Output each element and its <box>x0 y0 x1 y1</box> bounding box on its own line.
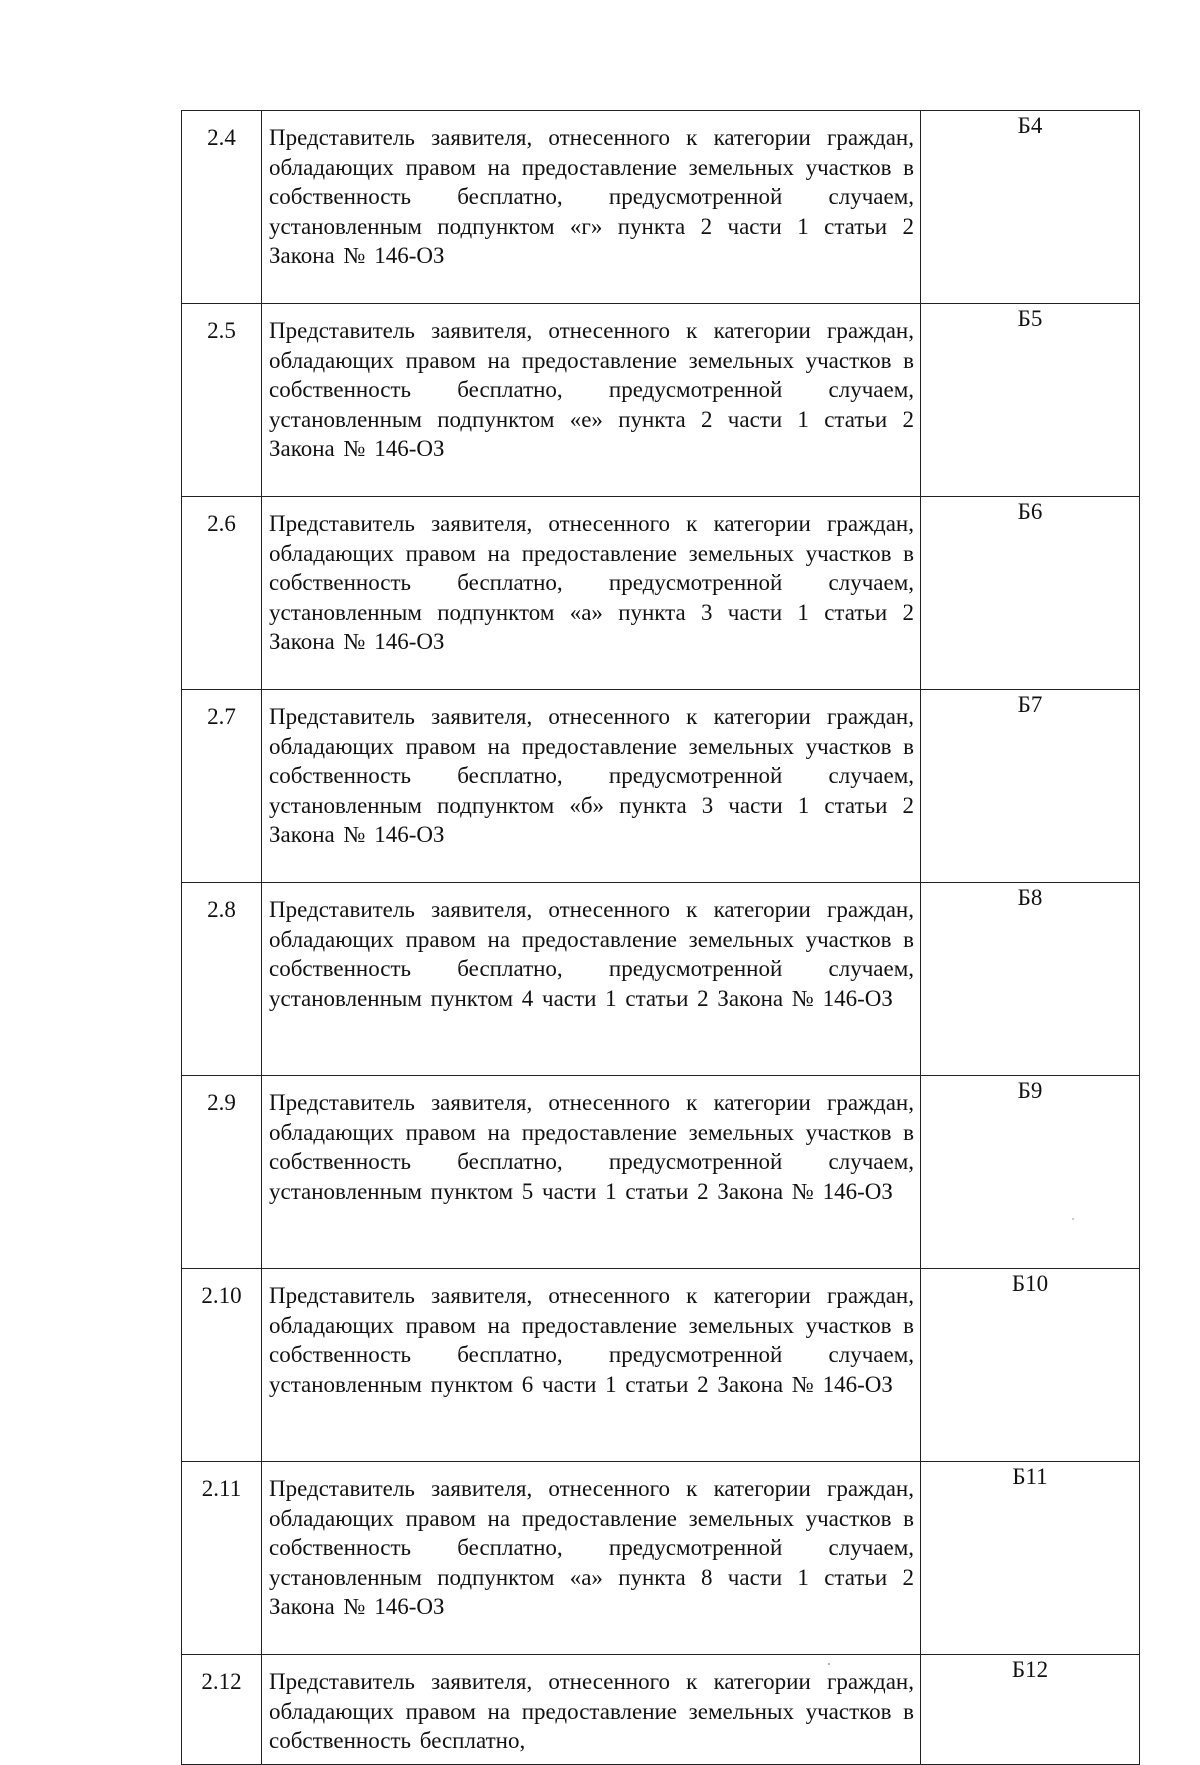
row-code: Б6 <box>921 497 1140 690</box>
row-description: Представитель заявителя, отнесенного к категории граждан, обладающих правом на предоставление земельных участков в собственность бесплатно, предусмотренной случаем, установленным подпунктом «е» пункта 2 части 1 статьи 2 Закона № 146-ОЗ <box>262 304 921 497</box>
row-description: Представитель заявителя, отнесенного к категории граждан, обладающих правом на предоставление земельных участков в собственность бесплатно, <box>262 1655 921 1765</box>
table-row <box>182 1462 1140 1655</box>
row-description: Представитель заявителя, отнесенного к категории граждан, обладающих правом на предоставление земельных участков в собственность бесплатно, предусмотренной случаем, установленным подпунктом «г» пункта 2 части 1 статьи 2 Закона № 146-ОЗ <box>262 111 921 304</box>
row-description: Представитель заявителя, отнесенного к категории граждан, обладающих правом на предоставление земельных участков в собственность бесплатно, предусмотренной случаем, установленным пунктом 5 части 1 статьи 2 Закона № 146-ОЗ <box>262 1076 921 1269</box>
applicant-category-table <box>181 110 1140 1765</box>
row-description: Представитель заявителя, отнесенного к категории граждан, обладающих правом на предоставление земельных участков в собственность бесплатно, предусмотренной случаем, установленным подпунктом «а» пункта 8 части 1 статьи 2 Закона № 146-ОЗ <box>262 1462 921 1655</box>
table-body <box>182 111 1140 1765</box>
row-code: Б7 <box>921 690 1140 883</box>
row-number: 2.11 <box>182 1462 262 1655</box>
table-row <box>182 690 1140 883</box>
scan-speck <box>828 1663 830 1665</box>
row-number: 2.9 <box>182 1076 262 1269</box>
row-code: Б4 <box>921 111 1140 304</box>
row-number: 2.6 <box>182 497 262 690</box>
table-row <box>182 111 1140 304</box>
row-code: Б5 <box>921 304 1140 497</box>
table-row <box>182 304 1140 497</box>
row-number: 2.12 <box>182 1655 262 1765</box>
row-code: Б8 <box>921 883 1140 1076</box>
row-code: Б10 <box>921 1269 1140 1462</box>
row-code: Б12 <box>921 1655 1140 1765</box>
table-row <box>182 1655 1140 1765</box>
table-row <box>182 1269 1140 1462</box>
table-row <box>182 497 1140 690</box>
row-number: 2.8 <box>182 883 262 1076</box>
table-row <box>182 1076 1140 1269</box>
row-description: Представитель заявителя, отнесенного к категории граждан, обладающих правом на предоставление земельных участков в собственность бесплатно, предусмотренной случаем, установленным подпунктом «а» пункта 3 части 1 статьи 2 Закона № 146-ОЗ <box>262 497 921 690</box>
row-description: Представитель заявителя, отнесенного к категории граждан, обладающих правом на предоставление земельных участков в собственность бесплатно, предусмотренной случаем, установленным пунктом 4 части 1 статьи 2 Закона № 146-ОЗ <box>262 883 921 1076</box>
row-number: 2.4 <box>182 111 262 304</box>
row-description: Представитель заявителя, отнесенного к категории граждан, обладающих правом на предоставление земельных участков в собственность бесплатно, предусмотренной случаем, установленным подпунктом «б» пункта 3 части 1 статьи 2 Закона № 146-ОЗ <box>262 690 921 883</box>
row-code: Б11 <box>921 1462 1140 1655</box>
row-number: 2.10 <box>182 1269 262 1462</box>
row-code: Б9 <box>921 1076 1140 1269</box>
row-number: 2.5 <box>182 304 262 497</box>
row-number: 2.7 <box>182 690 262 883</box>
table-row <box>182 883 1140 1076</box>
row-description: Представитель заявителя, отнесенного к категории граждан, обладающих правом на предоставление земельных участков в собственность бесплатно, предусмотренной случаем, установленным пунктом 6 части 1 статьи 2 Закона № 146-ОЗ <box>262 1269 921 1462</box>
scan-speck <box>1072 1218 1074 1220</box>
